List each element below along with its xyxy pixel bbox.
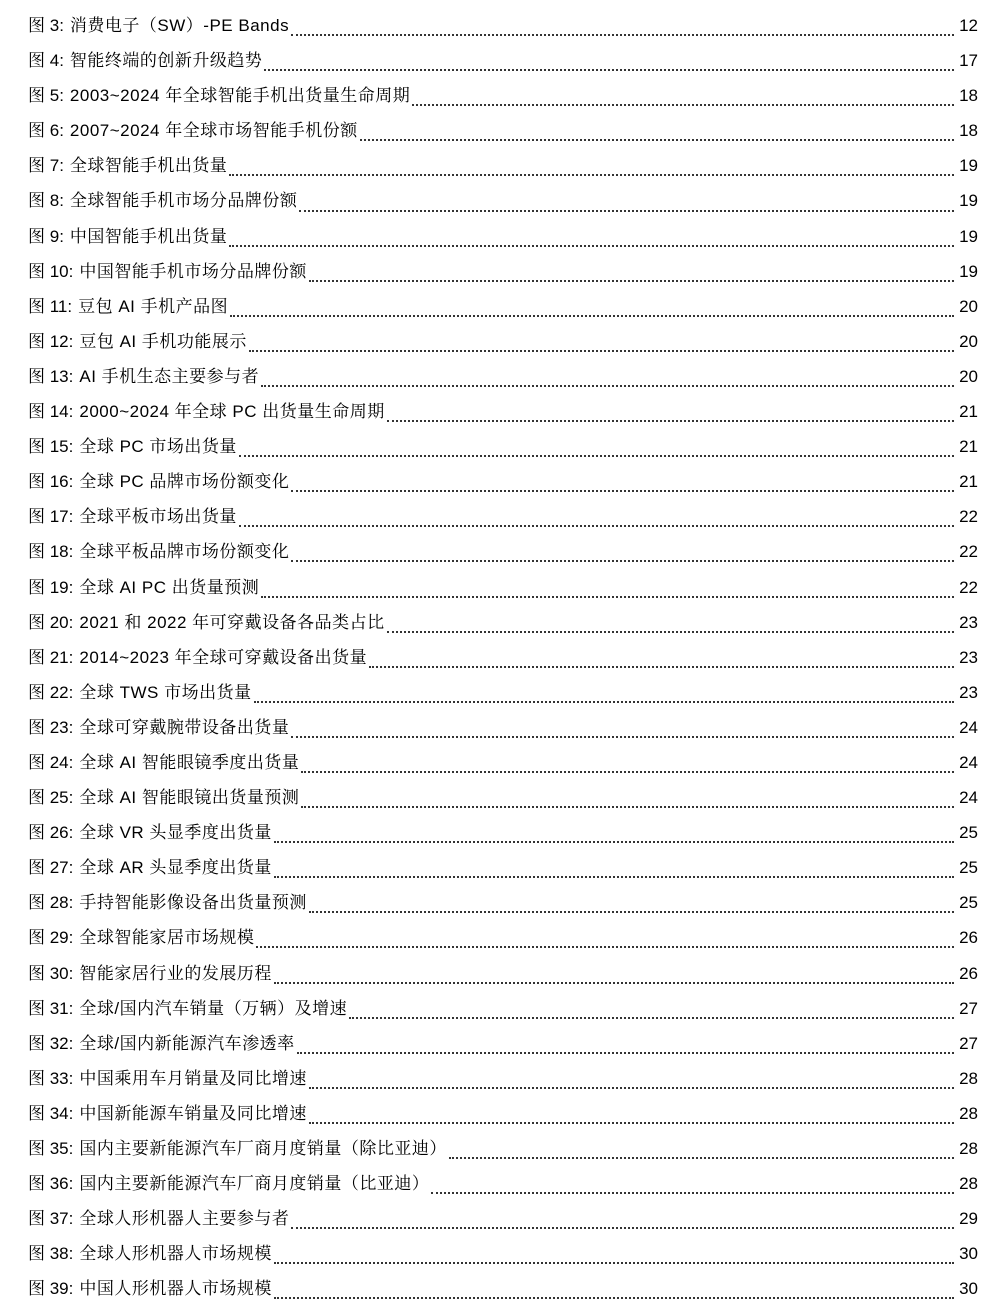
label-colon: :	[68, 858, 74, 878]
label-colon: :	[68, 788, 74, 808]
figure-label: 图 14	[28, 402, 69, 422]
label-colon: :	[68, 647, 74, 667]
page-number: 27	[959, 998, 978, 1018]
label-colon: :	[68, 1103, 74, 1123]
figure-label: 图 15	[28, 437, 69, 457]
toc-entry[interactable]	[28, 1201, 978, 1236]
label-colon: :	[68, 928, 74, 948]
label-colon: :	[68, 402, 74, 422]
dot-leader	[291, 559, 954, 562]
figure-title: 全球人形机器人主要参与者	[79, 1209, 290, 1229]
toc-entry[interactable]	[28, 1026, 978, 1061]
toc-entry[interactable]	[28, 429, 978, 464]
figure-label: 图 7	[28, 156, 60, 176]
page-number: 21	[959, 437, 978, 457]
toc-entry[interactable]	[28, 675, 978, 710]
label-colon: :	[68, 717, 74, 737]
dot-leader	[274, 875, 954, 878]
toc-entry[interactable]	[28, 920, 978, 955]
dot-leader	[229, 244, 954, 247]
label-colon: :	[68, 893, 74, 913]
label-colon: :	[68, 1174, 74, 1194]
page-number: 25	[959, 823, 978, 843]
page-number: 25	[959, 893, 978, 913]
page-number: 26	[959, 928, 978, 948]
label-colon: :	[68, 682, 74, 702]
figure-label: 图 10	[28, 261, 69, 281]
dot-leader	[431, 1191, 954, 1194]
toc-entry[interactable]	[28, 394, 978, 429]
figure-label: 图 8	[28, 191, 60, 211]
figure-title: AI 手机生态主要参与者	[79, 366, 260, 386]
figure-label: 图 13	[28, 366, 69, 386]
label-colon: :	[68, 998, 74, 1018]
dot-leader	[274, 1261, 954, 1264]
label-colon: :	[68, 472, 74, 492]
page-number: 25	[959, 858, 978, 878]
toc-entry[interactable]	[28, 1166, 978, 1201]
label-colon: :	[68, 963, 74, 983]
toc-entry[interactable]	[28, 1096, 978, 1131]
page-number: 30	[959, 1244, 978, 1264]
label-colon: :	[59, 16, 64, 35]
page-number: 20	[959, 366, 978, 386]
dot-leader	[349, 1016, 954, 1019]
label-colon: :	[68, 577, 74, 597]
dot-leader	[449, 1156, 954, 1159]
toc-entry[interactable]	[28, 78, 978, 113]
figure-title: 全球 TWS 市场出货量	[79, 682, 252, 702]
page-number: 29	[959, 1209, 978, 1229]
figure-label: 图 6	[28, 121, 60, 141]
figure-title: 国内主要新能源汽车厂商月度销量（比亚迪）	[79, 1174, 430, 1194]
dot-leader	[291, 33, 954, 36]
dot-leader	[274, 1296, 954, 1299]
toc-entry[interactable]	[28, 43, 978, 78]
page-number: 12	[959, 16, 978, 35]
toc-entry[interactable]	[28, 815, 978, 850]
dot-leader	[387, 419, 954, 422]
figure-title: 全球智能家居市场规模	[79, 928, 255, 948]
figure-title: 中国新能源车销量及同比增速	[79, 1103, 307, 1123]
toc-entry[interactable]	[28, 1061, 978, 1096]
toc-entry[interactable]	[28, 1271, 978, 1306]
figure-title: 2021 和 2022 年可穿戴设备各品类占比	[79, 612, 385, 632]
dot-leader	[387, 630, 954, 633]
toc-entry[interactable]	[28, 359, 978, 394]
dot-leader	[291, 735, 954, 738]
figure-label: 图 3	[28, 16, 60, 35]
toc-entry[interactable]	[28, 324, 978, 359]
label-colon: :	[59, 226, 64, 246]
figure-label: 图 18	[28, 542, 69, 562]
page-number: 18	[959, 121, 978, 141]
figure-label: 图 25	[28, 788, 69, 808]
dot-leader	[299, 209, 954, 212]
figure-title: 消费电子（SW）-PE Bands	[69, 16, 290, 35]
toc-entry[interactable]	[28, 1131, 978, 1166]
page-number: 28	[959, 1139, 978, 1158]
figure-title: 全球 AR 头显季度出货量	[79, 858, 272, 878]
label-colon: :	[68, 331, 74, 351]
figure-title: 全球 AI PC 出货量预测	[79, 577, 260, 597]
figure-title: 2007~2024 年全球市场智能手机份额	[69, 121, 358, 141]
figure-title: 中国乘用车月销量及同比增速	[79, 1068, 307, 1088]
figure-label: 图 39	[28, 1279, 69, 1299]
label-colon: :	[68, 1033, 74, 1053]
dot-leader	[412, 103, 954, 106]
page-number: 22	[959, 542, 978, 562]
figure-title: 2003~2024 年全球智能手机出货量生命周期	[69, 86, 411, 106]
figure-label: 图 28	[28, 893, 69, 913]
toc-entry[interactable]	[28, 956, 978, 991]
page-number: 21	[959, 472, 978, 492]
label-colon: :	[68, 366, 74, 386]
label-colon: :	[67, 296, 73, 316]
figure-label: 图 5	[28, 86, 60, 106]
figure-title: 智能家居行业的发展历程	[79, 963, 272, 983]
dot-leader	[301, 805, 954, 808]
page-number: 18	[959, 86, 978, 106]
dot-leader	[256, 945, 954, 948]
toc-entry[interactable]	[28, 745, 978, 780]
figure-label: 图 16	[28, 472, 69, 492]
dot-leader	[291, 1226, 954, 1229]
label-colon: :	[68, 1139, 74, 1158]
figure-label: 图 30	[28, 963, 69, 983]
figure-title: 全球 PC 市场出货量	[79, 437, 237, 457]
label-colon: :	[59, 121, 64, 141]
toc-entry[interactable]	[28, 464, 978, 499]
dot-leader	[301, 770, 954, 773]
dot-leader	[261, 384, 954, 387]
dot-leader	[274, 840, 954, 843]
page-number: 24	[959, 752, 978, 772]
page-number: 20	[959, 296, 978, 316]
toc-entry[interactable]	[28, 8, 978, 43]
label-colon: :	[68, 261, 74, 281]
dot-leader	[254, 700, 954, 703]
toc-entry[interactable]	[28, 710, 978, 745]
figure-title: 全球/国内汽车销量（万辆）及增速	[79, 998, 348, 1018]
label-colon: :	[59, 86, 64, 106]
dot-leader	[230, 314, 954, 317]
figure-label: 图 20	[28, 612, 69, 632]
toc-entry[interactable]	[28, 605, 978, 640]
toc-entry[interactable]	[28, 570, 978, 605]
figure-label: 图 37	[28, 1209, 69, 1229]
label-colon: :	[59, 156, 64, 176]
dot-leader	[264, 68, 954, 71]
toc-entry[interactable]	[28, 183, 978, 218]
figure-label: 图 31	[28, 998, 69, 1018]
figure-label: 图 32	[28, 1033, 69, 1053]
page-number: 19	[959, 191, 978, 211]
figure-title: 全球 VR 头显季度出货量	[79, 823, 272, 843]
figure-title: 中国智能手机市场分品牌份额	[79, 261, 307, 281]
figure-label: 图 11	[28, 296, 68, 316]
figure-label: 图 35	[28, 1139, 69, 1158]
figure-title: 全球人形机器人市场规模	[79, 1244, 272, 1264]
dot-leader	[239, 524, 954, 527]
figure-title: 中国人形机器人市场规模	[79, 1279, 272, 1299]
label-colon: :	[68, 823, 74, 843]
figure-title: 全球平板品牌市场份额变化	[79, 542, 290, 562]
dot-leader	[239, 454, 954, 457]
toc-entry[interactable]	[28, 534, 978, 569]
figure-title: 2000~2024 年全球 PC 出货量生命周期	[79, 402, 385, 422]
label-colon: :	[68, 1209, 74, 1229]
figure-label: 图 26	[28, 823, 69, 843]
page-number: 19	[959, 226, 978, 246]
figure-title: 豆包 AI 手机产品图	[78, 296, 229, 316]
figure-title: 手持智能影像设备出货量预测	[79, 893, 307, 913]
toc-entry[interactable]	[28, 499, 978, 534]
dot-leader	[261, 595, 954, 598]
toc-entry[interactable]	[28, 885, 978, 920]
figure-label: 图 24	[28, 752, 69, 772]
label-colon: :	[68, 437, 74, 457]
figure-label: 图 23	[28, 717, 69, 737]
page-number: 22	[959, 577, 978, 597]
page-number: 27	[959, 1033, 978, 1053]
figure-title: 全球智能手机市场分品牌份额	[69, 191, 298, 211]
page-number: 28	[959, 1103, 978, 1123]
label-colon: :	[59, 191, 64, 211]
page-number: 24	[959, 788, 978, 808]
page-number: 23	[959, 647, 978, 667]
figure-title: 中国智能手机出货量	[69, 226, 228, 246]
page-number: 23	[959, 612, 978, 632]
toc-entry[interactable]	[28, 780, 978, 815]
figure-label: 图 38	[28, 1244, 69, 1264]
label-colon: :	[68, 1279, 74, 1299]
figure-title: 豆包 AI 手机功能展示	[79, 331, 247, 351]
label-colon: :	[68, 1244, 74, 1264]
dot-leader	[309, 1086, 954, 1089]
dot-leader	[309, 1121, 954, 1124]
page-number: 22	[959, 507, 978, 527]
figure-title: 智能终端的创新升级趋势	[69, 51, 263, 71]
toc-entry[interactable]	[28, 113, 978, 148]
figure-label: 图 19	[28, 577, 69, 597]
dot-leader	[291, 489, 954, 492]
toc-entry[interactable]	[28, 640, 978, 675]
dot-leader	[360, 138, 954, 141]
page-number: 28	[959, 1174, 978, 1194]
figure-label: 图 33	[28, 1068, 69, 1088]
figure-label: 图 22	[28, 682, 69, 702]
toc-entry[interactable]	[28, 219, 978, 254]
toc-entry[interactable]	[28, 289, 978, 324]
figure-label: 图 29	[28, 928, 69, 948]
figure-title: 2014~2023 年全球可穿戴设备出货量	[79, 647, 368, 667]
label-colon: :	[68, 752, 74, 772]
dot-leader	[369, 665, 954, 668]
label-colon: :	[68, 507, 74, 527]
figure-title: 全球 AI 智能眼镜出货量预测	[79, 788, 300, 808]
label-colon: :	[68, 1068, 74, 1088]
figure-label: 图 9	[28, 226, 60, 246]
dot-leader	[229, 173, 954, 176]
page-number: 23	[959, 682, 978, 702]
figure-label: 图 12	[28, 331, 69, 351]
page-number: 24	[959, 717, 978, 737]
page-number: 20	[959, 331, 978, 351]
figure-label: 图 36	[28, 1174, 69, 1194]
figure-title: 全球/国内新能源汽车渗透率	[79, 1033, 295, 1053]
toc-entry[interactable]	[28, 1236, 978, 1271]
dot-leader	[309, 910, 954, 913]
toc-entry[interactable]	[28, 148, 978, 183]
page-number: 19	[959, 261, 978, 281]
figure-toc-list	[28, 8, 978, 1306]
page-number: 28	[959, 1068, 978, 1088]
page-number: 30	[959, 1279, 978, 1299]
label-colon: :	[68, 542, 74, 562]
figure-title: 全球智能手机出货量	[69, 156, 228, 176]
figure-title: 全球可穿戴腕带设备出货量	[79, 717, 290, 737]
figure-label: 图 21	[28, 647, 69, 667]
figure-title: 全球 PC 品牌市场份额变化	[79, 472, 290, 492]
figure-label: 图 17	[28, 507, 69, 527]
figure-label: 图 27	[28, 858, 69, 878]
figure-title: 国内主要新能源汽车厂商月度销量（除比亚迪）	[79, 1139, 447, 1158]
page-number: 17	[959, 51, 978, 71]
dot-leader	[249, 349, 954, 352]
label-colon: :	[59, 51, 64, 71]
dot-leader	[309, 279, 954, 282]
dot-leader	[274, 981, 954, 984]
dot-leader	[297, 1051, 954, 1054]
toc-entry[interactable]	[28, 850, 978, 885]
page-number: 21	[959, 402, 978, 422]
page-number: 19	[959, 156, 978, 176]
page-number: 26	[959, 963, 978, 983]
label-colon: :	[68, 612, 74, 632]
figure-title: 全球平板市场出货量	[79, 507, 237, 527]
toc-entry[interactable]	[28, 991, 978, 1026]
figure-title: 全球 AI 智能眼镜季度出货量	[79, 752, 300, 772]
figure-label: 图 34	[28, 1103, 69, 1123]
figure-label: 图 4	[28, 51, 60, 71]
toc-entry[interactable]	[28, 254, 978, 289]
